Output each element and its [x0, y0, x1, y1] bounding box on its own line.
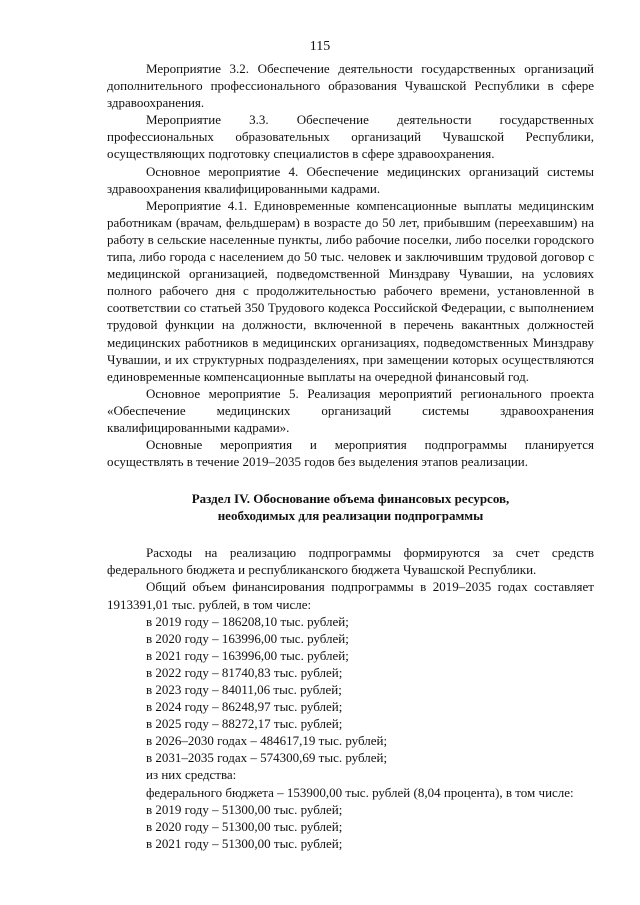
paragraph: Основные мероприятия и мероприятия подпрограммы планируется осуществлять в течение 2019–2035 годов без выделения этапов реализации. [107, 437, 594, 470]
list-item: в 2021 году – 51300,00 тыс. рублей; [146, 835, 343, 851]
section-heading-line: необходимых для реализации подпрограммы [217, 508, 484, 524]
list-item: в 2024 году – 86248,97 тыс. рублей; [146, 699, 343, 715]
paragraph: Мероприятие 3.2. Обеспечение деятельности государственных организаций дополнительного профессионального образования Чувашской Республики в сфере здравоохранения. [107, 61, 594, 111]
list-item: в 2025 году – 88272,17 тыс. рублей; [146, 716, 343, 732]
list-item: в 2021 году – 163996,00 тыс. рублей; [146, 647, 349, 663]
list-item: в 2031–2035 годах – 574300,69 тыс. рублей; [146, 750, 388, 766]
list-item: в 2020 году – 163996,00 тыс. рублей; [146, 630, 349, 646]
list-item: в 2019 году – 51300,00 тыс. рублей; [146, 801, 343, 817]
section-heading-line: Раздел IV. Обоснование объема финансовых ресурсов, [191, 491, 510, 507]
paragraph-federal-budget: федерального бюджета – 153900,00 тыс. рублей (8,04 процента), в том числе: [146, 784, 574, 800]
list-item: в 2022 году – 81740,83 тыс. рублей; [146, 664, 343, 680]
paragraph: Общий объем финансирования подпрограммы в 2019–2035 годах составляет 1913391,01 тыс. рублей, в том числе: [107, 579, 594, 612]
list-item: в 2023 году – 84011,06 тыс. рублей; [146, 682, 342, 697]
funding-by-year-list [107, 613, 594, 784]
list-item: в 2026–2030 годах – 484617,19 тыс. рублей; [146, 733, 388, 749]
list-item: из них средства: [146, 767, 237, 783]
paragraph: Расходы на реализацию подпрограммы формируются за счет средств федерального бюджета и республиканского бюджета Чувашской Республики. [107, 545, 594, 578]
paragraph: Мероприятие 4.1. Единовременные компенсационные выплаты медицинским работникам (врачам, фельдшерам) в возрасте до 50 лет, прибывшим (переехавшим) на работу в сельские населенные пункты, либо рабочие поселки, либо поселки городского типа, либо города с населением до 50 тыс. человек и заключившим трудовой договор с медицинской организацией, подведомственной Минздраву Чувашии, на условиях полного рабочего дня с продолжительностью рабочего времени, установленной в соответствии со статьей 350 Трудового кодекса Российской Федерации, с выполнением трудовой функции на должности, включенной в перечень вакантных должностей медицинских работников в медицинских организациях, подведомственных Минздраву Чувашии, и их структурных подразделениях, при замещении которых осуществляются единовременные компенсационные выплаты на очередной финансовый год. [107, 197, 594, 384]
section-heading [107, 490, 594, 524]
paragraph: Мероприятие 3.3. Обеспечение деятельности государственных профессиональных образовательных организаций Чувашской Республики, осуществляющих подготовку специалистов в сфере здравоохранения. [107, 112, 594, 162]
paragraph: Основное мероприятие 5. Реализация мероприятий регионального проекта «Обеспечение медицинских организаций системы здравоохранения квалифицированными кадрами». [107, 385, 594, 435]
list-item: в 2020 году – 51300,00 тыс. рублей; [146, 818, 343, 834]
page-number: 115 [309, 39, 331, 54]
paragraph: Основное мероприятие 4. Обеспечение медицинских организаций системы здравоохранения квалифицированными кадрами. [107, 163, 594, 196]
document-body [107, 60, 594, 852]
federal-by-year-list [107, 801, 594, 852]
list-item: в 2019 году – 186208,10 тыс. рублей; [146, 613, 349, 629]
